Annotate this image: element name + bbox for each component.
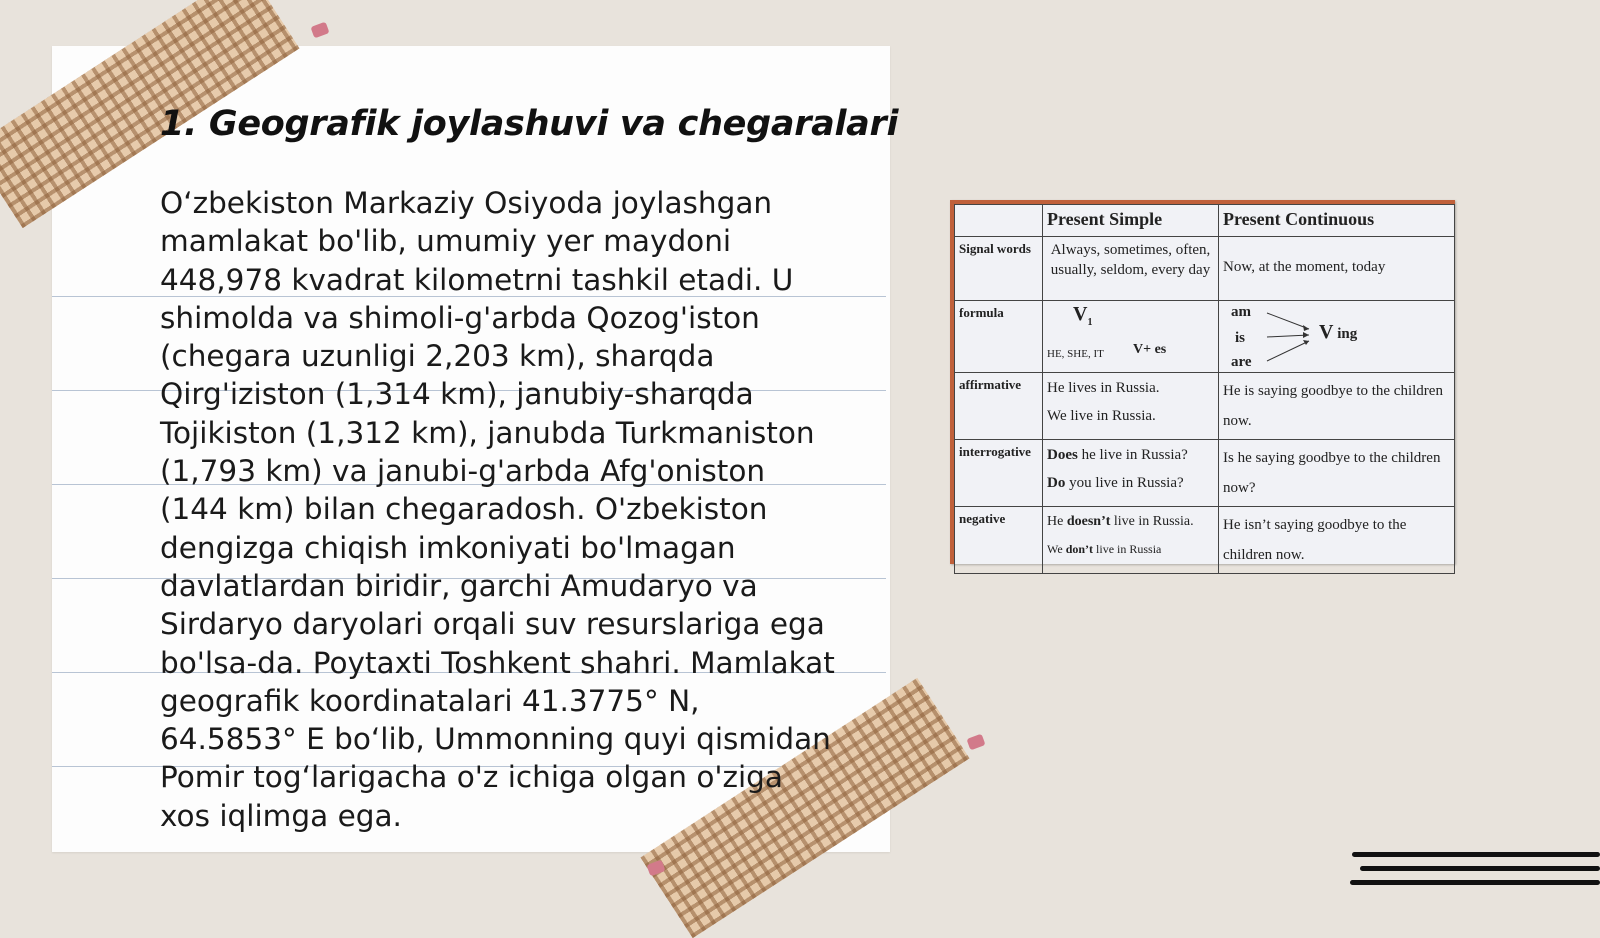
interrogative-simple-2	[1047, 467, 1214, 499]
header-present-continuous: Present Continuous	[1219, 205, 1455, 237]
table-row-signal-words	[955, 237, 1455, 301]
negative-simple-1-pre: He	[1047, 514, 1067, 529]
row-label-formula: formula	[955, 301, 1043, 373]
affirmative-simple-2: We live in Russia.	[1047, 408, 1156, 424]
negative-dont: don’t	[1065, 542, 1094, 556]
negative-doesnt: doesn’t	[1066, 514, 1111, 529]
formula-arrows-icon	[1263, 307, 1315, 367]
formula-ves: V+ es	[1133, 342, 1167, 357]
row-label-interrogative: interrogative	[955, 440, 1043, 507]
formula-is: is	[1235, 330, 1246, 346]
formula-ving-v: V	[1319, 321, 1334, 343]
body-paragraph: O‘zbekiston Markaziy Osiyoda joylashgan mamlakat bo'lib, umumiy yer maydoni 448,978 kvadrat kilometrni tashkil etadi. U shimolda va shimoli-g'arbda Qozog'iston (chegara uzunligi 2,203 km), sharqda Qirg'iziston (1,314 km), janubiy-sharqda Tojikiston (1,312 km), janubda Turkmaniston (1,793 km) va janubi-g'arbda Afg'oniston (144 km) bilan chegaradosh. O'zbekiston dengizga chiqish imkoniyati bo'lmagan davlatlardan biridir, garchi Amudaryo va Sirdaryo daryolari orqali suv resurslariga ega bo'lsa-da. Poytaxti Toshkent shahri. Mamlakat geografik koordinatalari 41.3775° N, 64.5853° E bo‘lib, Ummonning quyi qismidan Pomir tog‘larigacha o'z ichiga olgan o'ziga xos iqlimga ega.	[160, 186, 835, 833]
formula-pronouns: HE, SHE, IT	[1047, 348, 1104, 360]
negative-simple	[1043, 507, 1219, 574]
affirmative-simple-1: He lives in Russia.	[1047, 380, 1160, 396]
formula-v-subscript: 1	[1087, 317, 1093, 328]
table-header-row	[955, 205, 1455, 237]
interrogative-simple-2-rest: you live in Russia?	[1065, 475, 1184, 491]
row-label-signal-words: Signal words	[955, 237, 1043, 301]
signal-words-continuous: Now, at the moment, today	[1219, 237, 1455, 301]
section-heading: 1. Geografik joylashuvi va chegaralari	[160, 104, 899, 144]
header-present-simple: Present Simple	[1043, 205, 1219, 237]
tape-pin-decoration	[966, 734, 985, 751]
header-cell-empty	[955, 205, 1043, 237]
grammar-table-image	[950, 200, 1455, 564]
row-label-affirmative: affirmative	[955, 373, 1043, 440]
table-row-interrogative	[955, 440, 1455, 507]
negative-simple-2-pre: We	[1047, 542, 1066, 556]
negative-simple-1	[1047, 510, 1214, 534]
interrogative-simple-1-rest: he live in Russia?	[1077, 447, 1188, 463]
affirmative-continuous: He is saying goodbye to the children now.	[1219, 373, 1455, 440]
interrogative-does: Does	[1047, 447, 1078, 463]
signal-words-simple: Always, sometimes, often, usually, seldom, every day	[1043, 237, 1219, 301]
decorative-line	[1352, 852, 1600, 857]
grammar-table	[954, 204, 1455, 574]
formula-ving	[1319, 323, 1357, 343]
decorative-line	[1360, 866, 1600, 871]
formula-are: are	[1231, 354, 1252, 370]
negative-continuous: He isn’t saying goodbye to the children now.	[1219, 507, 1455, 574]
negative-simple-1-rest: live in Russia.	[1110, 514, 1194, 529]
row-label-negative: negative	[955, 507, 1043, 574]
formula-v-letter: V	[1073, 303, 1088, 325]
interrogative-continuous: Is he saying goodbye to the children now?	[1219, 440, 1455, 507]
negative-simple-2-rest: live in Russia	[1093, 542, 1162, 556]
interrogative-simple-1	[1047, 443, 1214, 467]
formula-am: am	[1231, 304, 1251, 320]
table-row-affirmative	[955, 373, 1455, 440]
table-row-negative	[955, 507, 1455, 574]
formula-continuous	[1219, 301, 1455, 373]
formula-ving-ing: ing	[1337, 326, 1358, 342]
interrogative-simple	[1043, 440, 1219, 507]
negative-simple-2	[1047, 534, 1214, 564]
decorative-line	[1350, 880, 1600, 885]
interrogative-do: Do	[1047, 475, 1066, 491]
table-row-formula	[955, 301, 1455, 373]
tape-pin-decoration	[310, 22, 329, 39]
formula-simple	[1043, 301, 1219, 373]
affirmative-simple	[1043, 373, 1219, 440]
formula-v1	[1073, 305, 1092, 332]
